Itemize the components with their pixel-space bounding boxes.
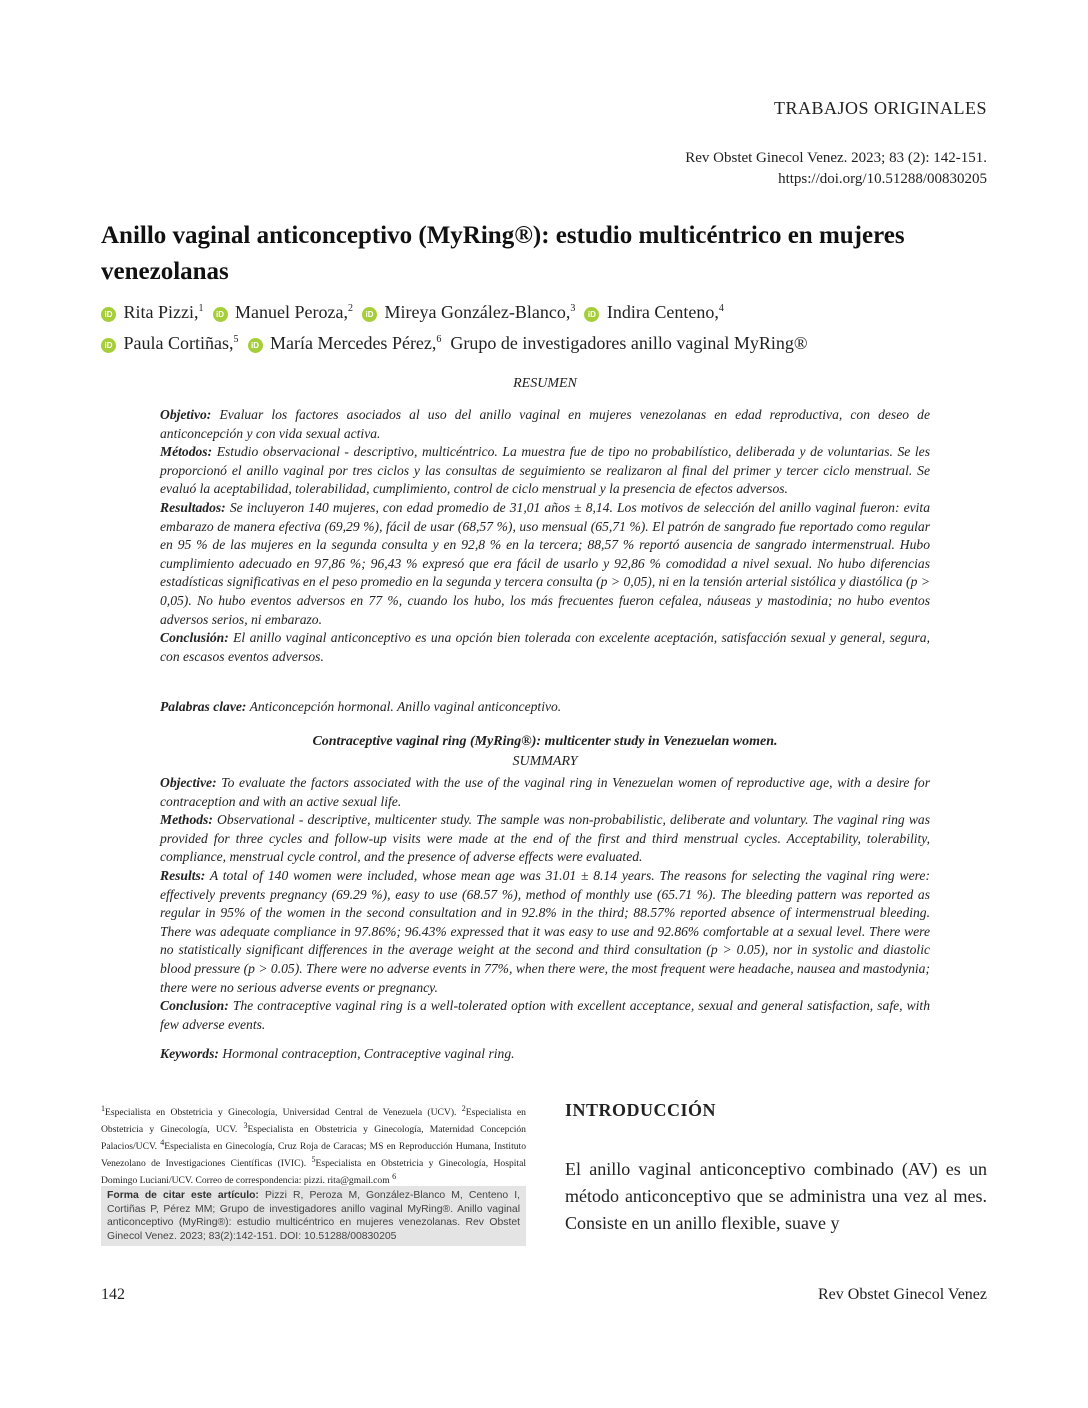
orcid-icon[interactable]: iD <box>248 338 263 353</box>
author-name: Manuel Peroza,$^2$ <box>235 302 353 322</box>
orcid-icon[interactable]: iD <box>213 307 228 322</box>
affiliation-footnotes: $^1$Especialista en Obstetricia y Ginecología, Universidad Central de Venezuela (UCV). $^2$Especialista en Obstetricia y Ginecología, UCV. $^3$Especialista en Obstetricia y Ginecología, Maternidad Concepción Palacios/UCV. $^4$Especialista en Ginecología, Cruz Roja de Caracas; MS en Reproducción Humana, Instituto Venezolano de Investigaciones Científicas (IVIC). $^5$Especialista en Obstetricia y Ginecología, Hospital Domingo Luciani/UCV. Correo de correspondencia: pizzi. rita@gmail.com $^6$ <box>101 1104 526 1187</box>
summary-objective: Objective: To evaluate the factors associated with the use of the vaginal ring in Venezuelan women of reproductive age, with a desire for contraception and with an active sexual life. <box>160 775 930 809</box>
author-line-2 <box>101 326 1001 357</box>
author-list <box>101 295 1001 357</box>
author-name: María Mercedes Pérez,$^6$ <box>270 333 442 353</box>
orcid-icon[interactable]: iD <box>101 338 116 353</box>
resumen-resultados: Resultados: Se incluyeron 140 mujeres, con edad promedio de 31,01 años ± 8,14. Los motivos de selección del anillo vaginal fueron: evita embarazo de manera efectiva (69,29 %), fácil de usar (68,57 %), uso mensual (65,71 %). El patrón de sangrado fue reportado como regular en 95 % de las mujeres en la segunda consulta y en 92,8 % en la tercera; 88,57 % reportó ausencia de sangrado intermenstrual. Hubo cumplimiento adecuado en 97,86 %; 96,43 % expresó que era fácil de usarlo y 92,86 % comodidad a nivel sexual. No hubo diferencias estadísticas significativas en el peso promedio en la segunda y tercera consulta (p > 0,05), ni en la tensión arterial sistólica y diastólica (p > 0,05). No hubo eventos adversos en 77 %, cuando los hubo, los más frecuentes fueron cefalea, náuseas y mastodinia; no hubo eventos adversos serios, ni embarazo. <box>160 499 930 627</box>
summary-heading: SUMMARY <box>512 754 578 769</box>
summary-body <box>160 774 930 1034</box>
running-footer: Rev Obstet Ginecol Venez <box>818 1286 987 1303</box>
doi-link[interactable]: https://doi.org/10.51288/00830205 <box>778 171 987 187</box>
group-author: Grupo de investigadores anillo vaginal MyRing® <box>450 333 808 353</box>
introduction-heading: INTRODUCCIÓN <box>565 1100 717 1120</box>
resumen-heading: RESUMEN <box>513 376 577 391</box>
author-name: Paula Cortiñas,$^5$ <box>123 333 239 353</box>
how-to-cite-box: Forma de citar este artículo: Pizzi R, Peroza M, González-Blanco M, Centeno I, Cortiñas P, Pérez MM; Grupo de investigadores anillo vaginal MyRing®. Anillo vaginal anticonceptivo (MyRing®): estudio multicéntrico en mujeres venezolanas. Rev Obstet Ginecol Venez. 2023; 83(2):142-151. DOI: 10.51288/00830205 <box>101 1186 526 1246</box>
section-label: TRABAJOS ORIGINALES <box>773 98 987 118</box>
author-name: Mireya González-Blanco,$^3$ <box>384 302 576 322</box>
palabras-clave: Palabras clave: Anticoncepción hormonal. Anillo vaginal anticonceptivo. <box>160 699 562 714</box>
orcid-icon[interactable]: iD <box>362 307 377 322</box>
correspondence-email[interactable]: rita@gmail.com <box>327 1175 390 1187</box>
resumen-objetivo: Objetivo: Evaluar los factores asociados al uso del anillo vaginal en mujeres venezolanas en edad reproductiva, con deseo de anticoncepción y con vida sexual activa. <box>160 407 930 441</box>
keywords: Keywords: Hormonal contraception, Contraceptive vaginal ring. <box>160 1046 515 1061</box>
resumen-body <box>160 406 930 666</box>
resumen-conclusion: Conclusión: El anillo vaginal anticonceptivo es una opción bien tolerada con excelente aceptación, satisfacción sexual y general, segura, con escasos eventos adversos. <box>160 630 930 664</box>
author-name: Rita Pizzi,$^1$ <box>123 302 204 322</box>
introduction-text: El anillo vaginal anticonceptivo combinado (AV) es un método anticonceptivo que se administra una vez al mes. Consiste en un anillo flexible, suave y <box>565 1159 987 1233</box>
page-number: 142 <box>101 1286 125 1303</box>
summary-conclusion: Conclusion: The contraceptive vaginal ring is a well-tolerated option with excellent acceptance, sexual and general satisfaction, safe, with few adverse events. <box>160 998 930 1032</box>
article-title: Anillo vaginal anticonceptivo (MyRing®): estudio multicéntrico en mujeres venezolanas <box>101 222 905 285</box>
resumen-metodos: Métodos: Estudio observacional - descriptivo, multicéntrico. La muestra fue de tipo no probabilístico, deliberada y de voluntarias. Se les proporcionó el anillo vaginal por tres ciclos y las consultas de seguimiento se realizaron al final del primer y tercer ciclo menstrual. Se evaluó la aceptabilidad, tolerabilidad, cumplimiento, control de ciclo menstrual y la presencia de efectos adversos. <box>160 444 930 497</box>
summary-results: Results: A total of 140 women were included, whose mean age was 31.01 ± 8.14 years. The reasons for selecting the vaginal ring were: effectively prevents pregnancy (69.29 %), easy to use (68.57 %), method of monthly use (65.71 %). The bleeding pattern was reported as regular in 95% of the women in the second consultation and in 92.8% in the third; 88.57% reported absence of intermenstrual bleeding. There was adequate compliance in 97.86%; 96.43% expressed that it was easy to use and 92.86% comfortable at a sexual level. There were no statistically significant differences in the average weight at the second and third consultation (p > 0.05), nor in systolic and diastolic blood pressure (p > 0.05). There were no adverse events in 77%, when there were, the most frequent were headache, nausea and mastodynia; there were no serious adverse events or pregnancy. <box>160 867 930 995</box>
english-title: Contraceptive vaginal ring (MyRing®): multicenter study in Venezuelan women. <box>312 734 778 749</box>
journal-citation <box>685 148 987 190</box>
orcid-icon[interactable]: iD <box>584 307 599 322</box>
citation-line: Rev Obstet Ginecol Venez. 2023; 83 (2): 142-151. <box>685 150 987 166</box>
summary-methods: Methods: Observational - descriptive, multicenter study. The sample was non-probabilistic, deliberate and voluntary. The vaginal ring was provided for three cycles and follow-up visits were made at the end of the first and third menstrual cycles. Acceptability, tolerability, compliance, menstrual cycle control, and the presence of adverse effects were evaluated. <box>160 812 930 865</box>
orcid-icon[interactable]: iD <box>101 307 116 322</box>
author-name: Indira Centeno,$^4$ <box>606 302 724 322</box>
author-line-1 <box>101 295 1001 326</box>
